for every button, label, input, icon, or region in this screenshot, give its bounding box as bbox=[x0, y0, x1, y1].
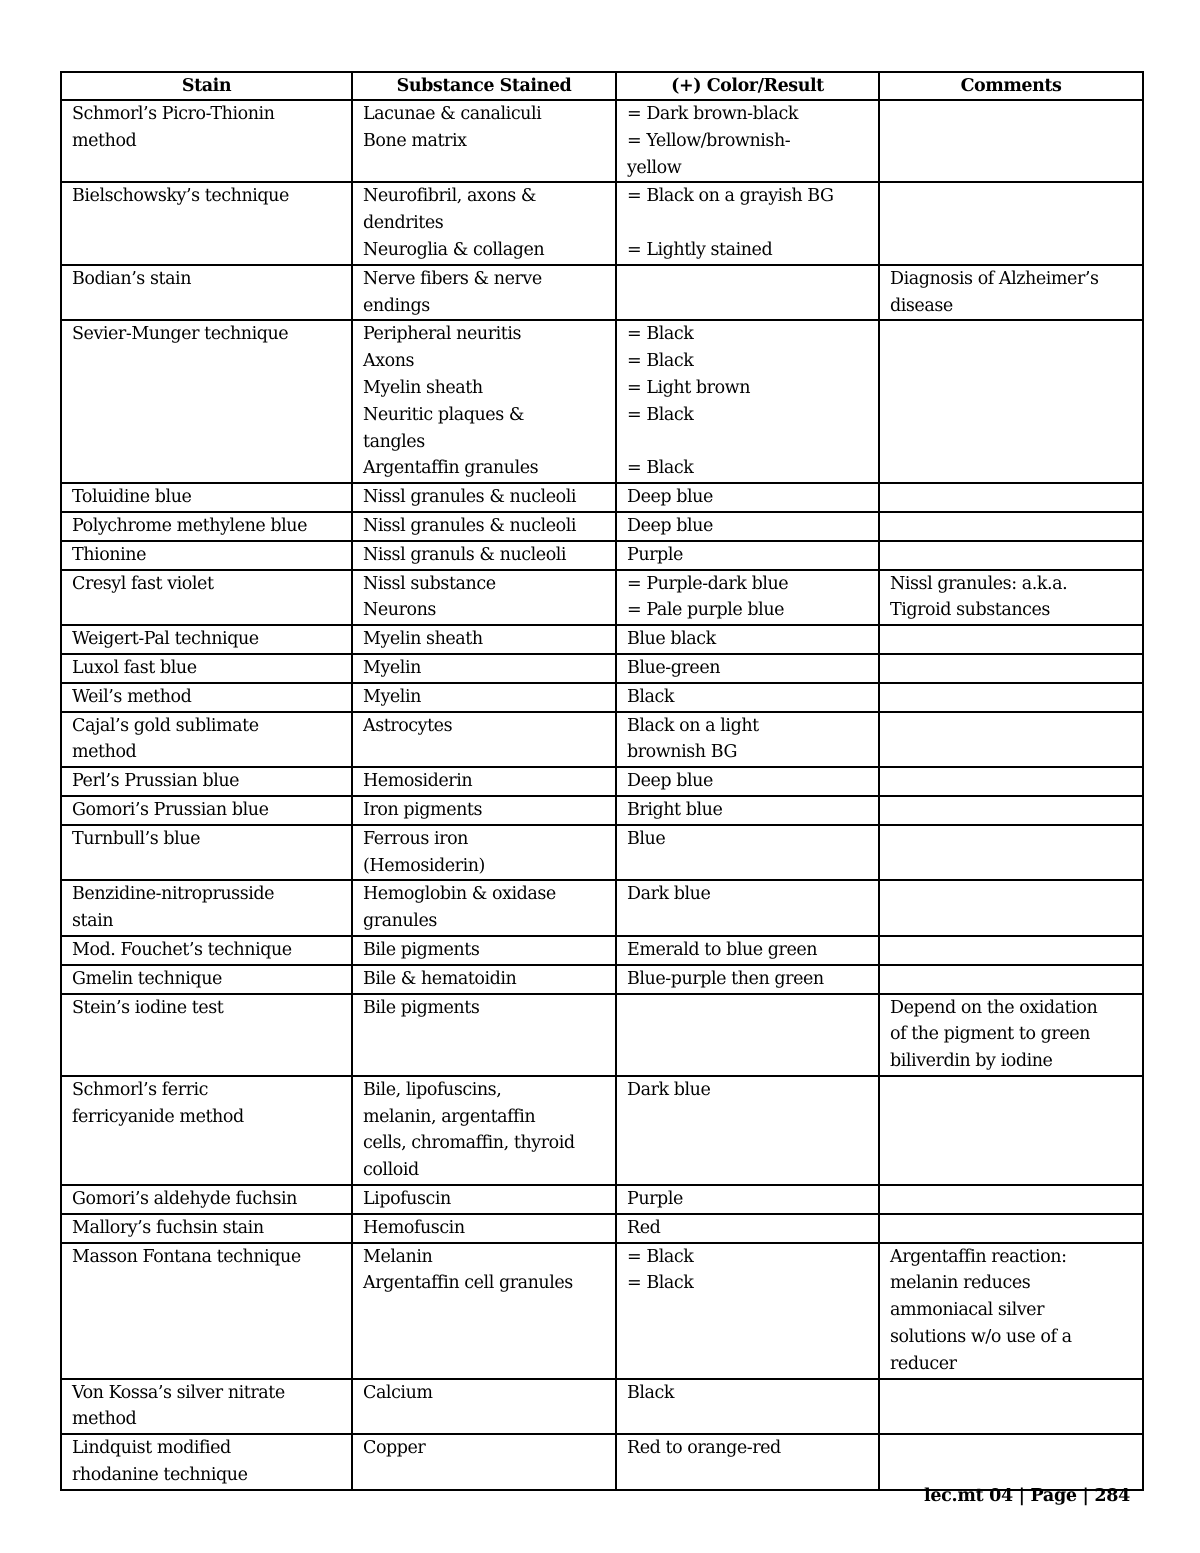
stain-cell bbox=[61, 654, 352, 683]
substance-cell-line: Bile & hematoidin bbox=[363, 968, 517, 989]
stain-cell-line: Stein’s iodine test bbox=[72, 997, 224, 1018]
table-row bbox=[61, 1185, 1143, 1214]
result-cell bbox=[616, 100, 879, 182]
substance-cell-line: tangles bbox=[363, 431, 425, 452]
stain-cell-line: Bodian’s stain bbox=[72, 268, 192, 289]
result-cell bbox=[616, 320, 879, 483]
substance-cell-line: Iron pigments bbox=[363, 799, 483, 820]
stain-cell-line: Gomori’s Prussian blue bbox=[72, 799, 269, 820]
stain-cell bbox=[61, 570, 352, 626]
stain-cell-line: Von Kossa’s silver nitrate bbox=[72, 1382, 285, 1403]
result-cell-line: = Black bbox=[627, 324, 694, 345]
stain-cell-line: Mod. Fouchet’s technique bbox=[72, 939, 292, 960]
substance-cell-line: cells, chromaffin, thyroid bbox=[363, 1133, 575, 1154]
comments-cell-line: solutions w/o use of a bbox=[890, 1327, 1072, 1348]
result-cell bbox=[616, 512, 879, 541]
substance-cell bbox=[352, 1185, 616, 1214]
comments-cell bbox=[879, 1185, 1143, 1214]
stain-cell-line: Polychrome methylene blue bbox=[72, 515, 308, 536]
stain-cell bbox=[61, 1243, 352, 1379]
table-row bbox=[61, 483, 1143, 512]
substance-cell bbox=[352, 541, 616, 570]
table-row bbox=[61, 796, 1143, 825]
result-cell-line: Bright blue bbox=[627, 799, 723, 820]
substance-cell-line: colloid bbox=[363, 1160, 419, 1181]
comments-cell-line: Depend on the oxidation bbox=[890, 997, 1098, 1018]
stain-cell-line: Masson Fontana technique bbox=[72, 1246, 301, 1267]
result-cell bbox=[616, 1379, 879, 1435]
result-cell-line: Deep blue bbox=[627, 515, 713, 536]
table-row bbox=[61, 712, 1143, 768]
comments-cell-line: ammoniacal silver bbox=[890, 1300, 1044, 1321]
result-cell-line: Black bbox=[627, 686, 675, 707]
comments-cell bbox=[879, 100, 1143, 182]
result-cell bbox=[616, 182, 879, 264]
table-row bbox=[61, 1214, 1143, 1243]
stain-cell bbox=[61, 541, 352, 570]
stain-cell-line: Mallory’s fuchsin stain bbox=[72, 1217, 264, 1238]
comments-cell bbox=[879, 654, 1143, 683]
stain-cell-line: Gomori’s aldehyde fuchsin bbox=[72, 1189, 298, 1210]
header-color-result: (+) Color/Result bbox=[616, 72, 879, 100]
table-row bbox=[61, 1434, 1143, 1490]
stain-cell bbox=[61, 683, 352, 712]
comments-cell bbox=[879, 880, 1143, 936]
comments-cell bbox=[879, 570, 1143, 626]
result-cell-line: Purple bbox=[627, 544, 683, 565]
table-row bbox=[61, 320, 1143, 483]
substance-cell bbox=[352, 265, 616, 321]
result-cell-line: Emerald to blue green bbox=[627, 939, 818, 960]
stain-cell-line: ferricyanide method bbox=[72, 1106, 244, 1127]
substance-cell-line: Nerve fibers & nerve bbox=[363, 268, 542, 289]
stain-cell bbox=[61, 880, 352, 936]
table-row bbox=[61, 965, 1143, 994]
comments-cell bbox=[879, 1243, 1143, 1379]
table-row bbox=[61, 880, 1143, 936]
result-cell-line: = Black bbox=[627, 458, 694, 479]
result-cell bbox=[616, 712, 879, 768]
substance-cell bbox=[352, 965, 616, 994]
stain-cell bbox=[61, 320, 352, 483]
comments-cell-line: disease bbox=[890, 295, 953, 316]
stain-cell-line: Sevier-Munger technique bbox=[72, 324, 289, 345]
result-cell-line: Dark blue bbox=[627, 1079, 711, 1100]
page-footer: lec.mt 04 | Page | 284 bbox=[923, 1486, 1130, 1506]
stain-cell-line: Weigert-Pal technique bbox=[72, 629, 259, 650]
stain-cell bbox=[61, 796, 352, 825]
stain-cell bbox=[61, 1076, 352, 1185]
substance-cell bbox=[352, 767, 616, 796]
result-cell-line: Deep blue bbox=[627, 771, 713, 792]
substance-cell-line: Myelin bbox=[363, 686, 421, 707]
substance-cell-line: Bone matrix bbox=[363, 130, 467, 151]
substance-cell bbox=[352, 994, 616, 1076]
substance-cell-line: Argentaffin granules bbox=[363, 458, 539, 479]
substance-cell-line: melanin, argentaffin bbox=[363, 1106, 536, 1127]
comments-cell-line: biliverdin by iodine bbox=[890, 1051, 1053, 1072]
result-cell bbox=[616, 1076, 879, 1185]
substance-cell-line: Nissl granules & nucleoli bbox=[363, 487, 576, 508]
substance-cell bbox=[352, 100, 616, 182]
stain-cell bbox=[61, 625, 352, 654]
stain-cell bbox=[61, 1214, 352, 1243]
table-row bbox=[61, 512, 1143, 541]
comments-cell-line: Diagnosis of Alzheimer’s bbox=[890, 268, 1099, 289]
result-cell-line: = Pale purple blue bbox=[627, 600, 785, 621]
result-cell bbox=[616, 796, 879, 825]
stain-cell-line: Luxol fast blue bbox=[72, 657, 197, 678]
stain-cell-line: Lindquist modified bbox=[72, 1438, 231, 1459]
stain-cell-line: rhodanine technique bbox=[72, 1465, 248, 1486]
substance-cell-line: Myelin bbox=[363, 657, 421, 678]
result-cell bbox=[616, 1434, 879, 1490]
comments-cell bbox=[879, 1434, 1143, 1490]
stain-cell-line: Cajal’s gold sublimate bbox=[72, 715, 259, 736]
comments-cell bbox=[879, 1076, 1143, 1185]
comments-cell bbox=[879, 1214, 1143, 1243]
substance-cell-line: Myelin sheath bbox=[363, 629, 483, 650]
substance-cell-line: Neuroglia & collagen bbox=[363, 239, 545, 260]
table-row bbox=[61, 1379, 1143, 1435]
substance-cell bbox=[352, 936, 616, 965]
result-cell bbox=[616, 541, 879, 570]
result-cell-line: Blue black bbox=[627, 629, 716, 650]
substance-cell-line: Calcium bbox=[363, 1382, 433, 1403]
stain-cell bbox=[61, 767, 352, 796]
result-cell bbox=[616, 767, 879, 796]
substance-cell-line: (Hemosiderin) bbox=[363, 855, 485, 876]
substance-cell-line: Nissl granuls & nucleoli bbox=[363, 544, 567, 565]
substance-cell-line: Astrocytes bbox=[363, 715, 453, 736]
result-cell bbox=[616, 965, 879, 994]
result-cell-line: Deep blue bbox=[627, 487, 713, 508]
result-cell bbox=[616, 654, 879, 683]
stain-cell bbox=[61, 1434, 352, 1490]
header-stain: Stain bbox=[61, 72, 352, 100]
result-cell-line: Black on a light bbox=[627, 715, 759, 736]
comments-cell bbox=[879, 512, 1143, 541]
result-cell-line: = Black on a grayish BG bbox=[627, 186, 834, 207]
substance-cell bbox=[352, 683, 616, 712]
table-body bbox=[61, 100, 1143, 1490]
substance-cell-line: granules bbox=[363, 911, 437, 932]
substance-cell bbox=[352, 1076, 616, 1185]
comments-cell bbox=[879, 965, 1143, 994]
comments-cell bbox=[879, 483, 1143, 512]
result-cell-line: = Yellow/brownish- bbox=[627, 130, 791, 151]
stain-cell-line: Bielschowsky’s technique bbox=[72, 186, 289, 207]
result-cell-line: Purple bbox=[627, 1189, 683, 1210]
stain-cell bbox=[61, 936, 352, 965]
header-substance-stained: Substance Stained bbox=[352, 72, 616, 100]
stain-cell-line: method bbox=[72, 1409, 137, 1430]
table-row bbox=[61, 625, 1143, 654]
stain-cell bbox=[61, 712, 352, 768]
substance-cell-line: Neuritic plaques & bbox=[363, 404, 524, 425]
substance-cell-line: Nissl granules & nucleoli bbox=[363, 515, 576, 536]
substance-cell-line: Lacunae & canaliculi bbox=[363, 104, 542, 124]
result-cell-line: = Black bbox=[627, 1273, 694, 1294]
result-cell bbox=[616, 483, 879, 512]
substance-cell-line: endings bbox=[363, 295, 430, 316]
result-cell-line: yellow bbox=[627, 157, 682, 178]
substance-cell bbox=[352, 320, 616, 483]
result-cell bbox=[616, 825, 879, 881]
result-cell-line: = Lightly stained bbox=[627, 239, 773, 260]
comments-cell bbox=[879, 1379, 1143, 1435]
result-cell-line: Red bbox=[627, 1217, 661, 1238]
comments-cell bbox=[879, 265, 1143, 321]
stain-cell bbox=[61, 100, 352, 182]
result-cell-line: Blue-purple then green bbox=[627, 968, 824, 989]
result-cell bbox=[616, 683, 879, 712]
comments-cell-line: Tigroid substances bbox=[890, 600, 1050, 621]
comments-cell bbox=[879, 625, 1143, 654]
comments-cell bbox=[879, 796, 1143, 825]
result-cell-line: Black bbox=[627, 1382, 675, 1403]
comments-cell bbox=[879, 541, 1143, 570]
substance-cell-line: Lipofuscin bbox=[363, 1189, 451, 1210]
stain-cell-line: stain bbox=[72, 911, 114, 932]
substance-cell bbox=[352, 796, 616, 825]
result-cell-line: Red to orange-red bbox=[627, 1438, 781, 1459]
substance-cell-line: Melanin bbox=[363, 1246, 433, 1267]
substance-cell-line: Neurofibril, axons & bbox=[363, 186, 537, 207]
table-row bbox=[61, 570, 1143, 626]
result-cell-line: = Purple-dark blue bbox=[627, 573, 789, 594]
result-cell-line: Blue-green bbox=[627, 657, 721, 678]
stain-cell-line: Perl’s Prussian blue bbox=[72, 771, 240, 792]
stain-cell bbox=[61, 265, 352, 321]
substance-cell bbox=[352, 512, 616, 541]
substance-cell-line: Argentaffin cell granules bbox=[363, 1273, 573, 1294]
table-row bbox=[61, 265, 1143, 321]
table-row bbox=[61, 1243, 1143, 1379]
stain-cell-line: Schmorl’s ferric bbox=[72, 1079, 209, 1100]
stain-cell-line: method bbox=[72, 742, 137, 763]
stain-cell bbox=[61, 483, 352, 512]
substance-cell bbox=[352, 880, 616, 936]
stain-cell-line: Benzidine-nitroprusside bbox=[72, 884, 275, 905]
substance-cell bbox=[352, 1214, 616, 1243]
result-cell-line bbox=[627, 210, 868, 237]
substance-cell bbox=[352, 712, 616, 768]
result-cell-line: = Black bbox=[627, 351, 694, 372]
stain-cell bbox=[61, 1185, 352, 1214]
table-row bbox=[61, 182, 1143, 264]
result-cell bbox=[616, 880, 879, 936]
table-row bbox=[61, 541, 1143, 570]
stain-cell-line: method bbox=[72, 130, 137, 151]
result-cell bbox=[616, 1243, 879, 1379]
stain-cell-line: Schmorl’s Picro-Thionin bbox=[72, 104, 275, 124]
comments-cell bbox=[879, 182, 1143, 264]
comments-cell-line: Nissl granules: a.k.a. bbox=[890, 573, 1068, 594]
result-cell-line: = Black bbox=[627, 404, 694, 425]
result-cell-line: Blue bbox=[627, 828, 666, 849]
table-row bbox=[61, 683, 1143, 712]
header-row bbox=[61, 72, 1143, 100]
substance-cell bbox=[352, 570, 616, 626]
substance-cell-line: Bile pigments bbox=[363, 939, 480, 960]
substance-cell bbox=[352, 483, 616, 512]
substance-cell-line: Hemosiderin bbox=[363, 771, 473, 792]
substance-cell-line: Peripheral neuritis bbox=[363, 324, 522, 345]
comments-cell-line: Argentaffin reaction: bbox=[890, 1246, 1067, 1267]
stain-table bbox=[60, 71, 1144, 1491]
substance-cell bbox=[352, 1243, 616, 1379]
substance-cell bbox=[352, 825, 616, 881]
stain-cell-line: Thionine bbox=[72, 544, 146, 565]
header-comments: Comments bbox=[879, 72, 1143, 100]
table-row bbox=[61, 994, 1143, 1076]
result-cell-line: = Dark brown-black bbox=[627, 104, 799, 124]
substance-cell bbox=[352, 1379, 616, 1435]
result-cell bbox=[616, 265, 879, 321]
substance-cell-line: Ferrous iron bbox=[363, 828, 468, 849]
stain-cell bbox=[61, 994, 352, 1076]
comments-cell bbox=[879, 936, 1143, 965]
stain-cell-line: Weil’s method bbox=[72, 686, 192, 707]
stain-cell bbox=[61, 825, 352, 881]
table-row bbox=[61, 1076, 1143, 1185]
comments-cell bbox=[879, 825, 1143, 881]
substance-cell-line: dendrites bbox=[363, 213, 444, 234]
comments-cell-line: reducer bbox=[890, 1353, 957, 1374]
result-cell bbox=[616, 1185, 879, 1214]
stain-cell-line: Gmelin technique bbox=[72, 968, 222, 989]
stain-cell-line: Cresyl fast violet bbox=[72, 573, 214, 594]
comments-cell bbox=[879, 767, 1143, 796]
result-cell bbox=[616, 994, 879, 1076]
table-row bbox=[61, 100, 1143, 182]
substance-cell-line: Bile, lipofuscins, bbox=[363, 1079, 502, 1100]
comments-cell-line: melanin reduces bbox=[890, 1273, 1031, 1294]
stain-cell bbox=[61, 1379, 352, 1435]
stain-cell-line: Turnbull’s blue bbox=[72, 828, 201, 849]
substance-cell-line: Bile pigments bbox=[363, 997, 480, 1018]
comments-cell-line: of the pigment to green bbox=[890, 1024, 1090, 1045]
table-row bbox=[61, 654, 1143, 683]
table-row bbox=[61, 936, 1143, 965]
substance-cell-line: Axons bbox=[363, 351, 415, 372]
stain-cell bbox=[61, 965, 352, 994]
stain-cell bbox=[61, 512, 352, 541]
substance-cell bbox=[352, 654, 616, 683]
result-cell bbox=[616, 570, 879, 626]
result-cell-line: brownish BG bbox=[627, 742, 737, 763]
substance-cell bbox=[352, 1434, 616, 1490]
table-row bbox=[61, 825, 1143, 881]
substance-cell-line: Nissl substance bbox=[363, 573, 496, 594]
result-cell bbox=[616, 936, 879, 965]
substance-cell-line: Myelin sheath bbox=[363, 377, 483, 398]
comments-cell bbox=[879, 320, 1143, 483]
comments-cell bbox=[879, 683, 1143, 712]
result-cell-line: = Black bbox=[627, 1246, 694, 1267]
substance-cell-line: Copper bbox=[363, 1438, 426, 1459]
result-cell-line: = Light brown bbox=[627, 377, 751, 398]
substance-cell bbox=[352, 625, 616, 654]
result-cell-line bbox=[627, 429, 868, 456]
comments-cell bbox=[879, 712, 1143, 768]
substance-cell-line: Hemoglobin & oxidase bbox=[363, 884, 556, 905]
stain-cell bbox=[61, 182, 352, 264]
result-cell-line: Dark blue bbox=[627, 884, 711, 905]
substance-cell bbox=[352, 182, 616, 264]
substance-cell-line: Neurons bbox=[363, 600, 436, 621]
comments-cell bbox=[879, 994, 1143, 1076]
result-cell bbox=[616, 1214, 879, 1243]
stain-cell-line: Toluidine blue bbox=[72, 487, 192, 508]
result-cell bbox=[616, 625, 879, 654]
table-row bbox=[61, 767, 1143, 796]
substance-cell-line: Hemofuscin bbox=[363, 1217, 465, 1238]
